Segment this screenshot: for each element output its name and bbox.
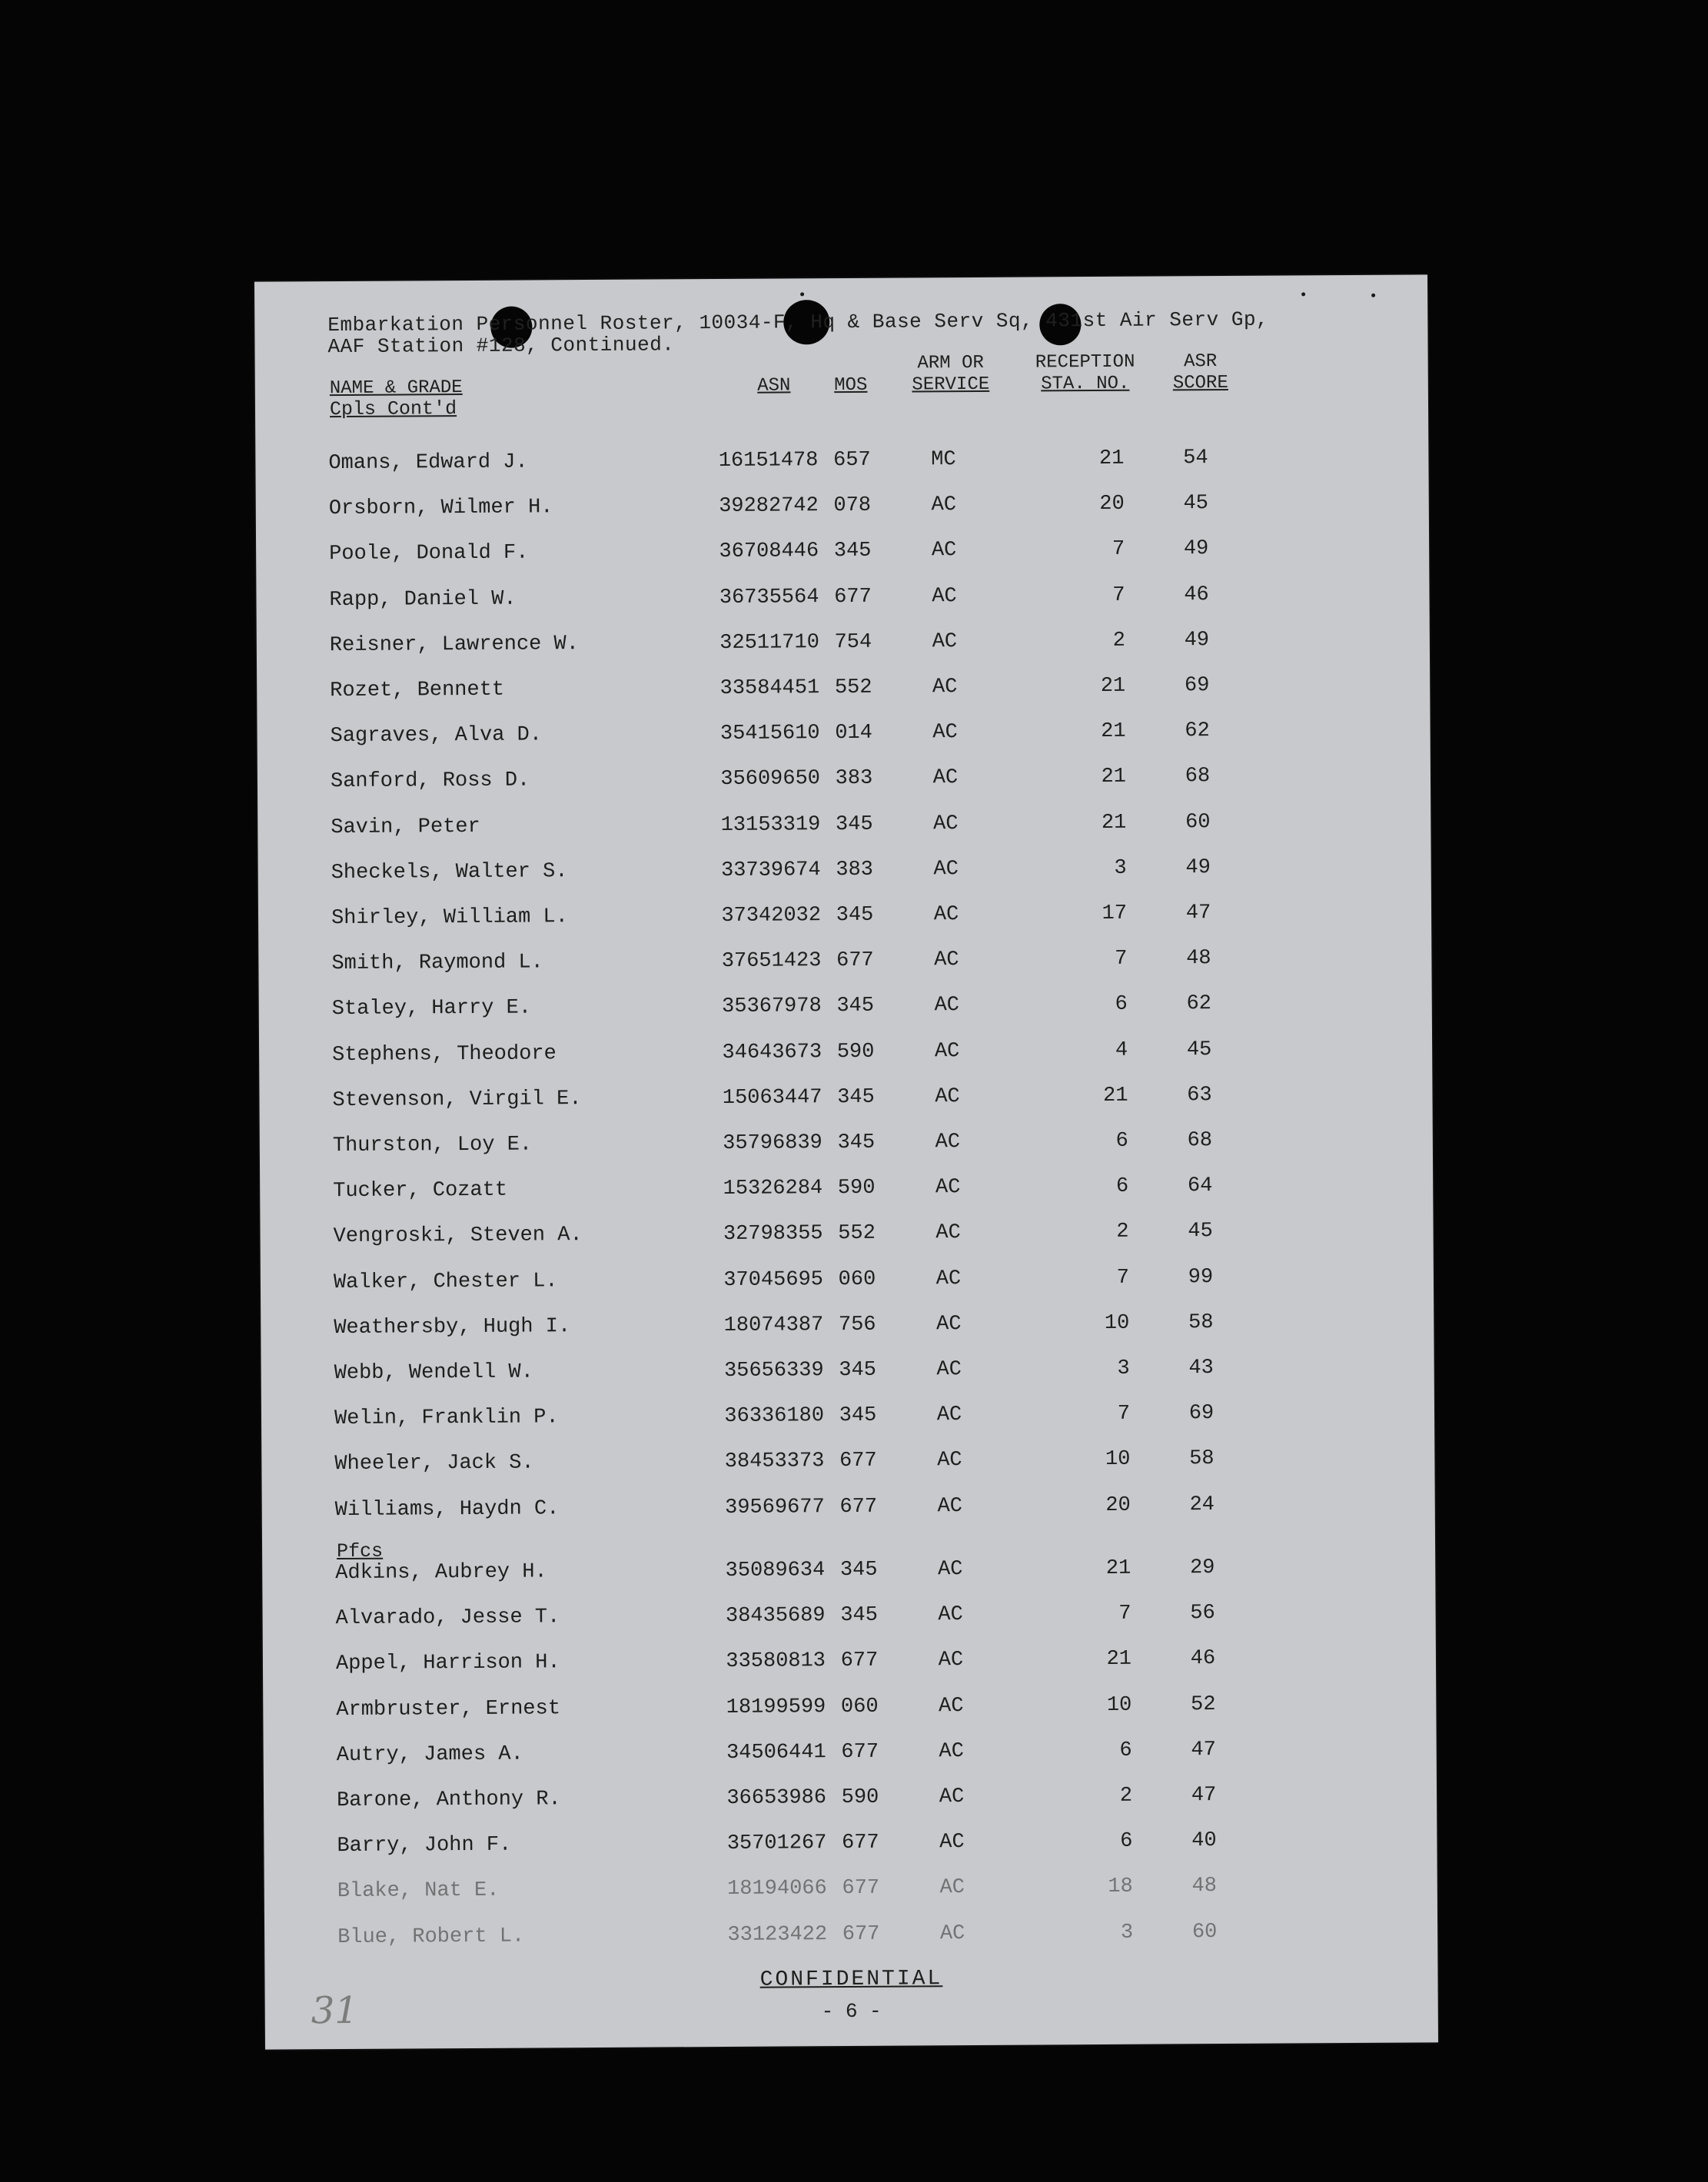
- cell-mos: 345: [840, 1603, 878, 1628]
- table-row: [257, 673, 1430, 710]
- cell-name: Tucker, Cozatt: [333, 1178, 508, 1204]
- roster-page: [254, 274, 1438, 2049]
- col-header-arm-line1: ARM OR: [917, 352, 984, 374]
- cell-asr-score: 43: [1188, 1357, 1214, 1380]
- table-row: [264, 1782, 1437, 1820]
- table-row: [261, 1401, 1434, 1439]
- table-row: [257, 627, 1430, 665]
- cell-asr-score: 48: [1186, 947, 1211, 971]
- cell-mos: 078: [833, 493, 872, 518]
- cell-arm-service: AC: [937, 1558, 963, 1582]
- cell-asr-score: 99: [1188, 1265, 1214, 1289]
- cell-mos: 014: [835, 721, 872, 746]
- header-line-1: Embarkation Personnel Roster, 10034-F, Hq & Base Serv Sq, 431st Air Serv Gp,: [327, 307, 1269, 337]
- cell-name: Walker, Chester L.: [333, 1269, 558, 1294]
- cell-asr-score: 47: [1185, 902, 1211, 925]
- cell-mos: 754: [834, 630, 872, 654]
- cell-name: Vengroski, Steven A.: [333, 1224, 583, 1249]
- cell-mos: 677: [842, 1831, 879, 1855]
- cell-reception-station: 18: [1108, 1875, 1133, 1899]
- cell-name: Appel, Harrison H.: [335, 1651, 560, 1676]
- cell-asn: 33584451: [719, 676, 820, 700]
- cell-arm-service: AC: [939, 1831, 965, 1855]
- cell-name: Sagraves, Alva D.: [330, 723, 543, 749]
- cell-asr-score: 62: [1186, 992, 1212, 1016]
- cell-arm-service: AC: [931, 539, 957, 563]
- cell-asr-score: 54: [1183, 447, 1208, 470]
- cell-arm-service: AC: [932, 629, 958, 654]
- cell-asr-score: 68: [1185, 765, 1211, 789]
- table-row: [264, 1874, 1437, 1911]
- cell-asr-score: 60: [1185, 810, 1211, 834]
- col-header-reception: [1024, 352, 1147, 396]
- cell-reception-station: 6: [1115, 1129, 1128, 1153]
- cell-asr-score: 46: [1184, 583, 1209, 606]
- table-row: [261, 1355, 1434, 1393]
- cell-mos: 345: [836, 995, 875, 1018]
- table-row: [263, 1601, 1436, 1639]
- cell-mos: 677: [839, 1450, 877, 1473]
- header-line-2: AAF Station #128, Continued.: [327, 333, 675, 359]
- pencil-note: 31: [311, 1988, 358, 2033]
- table-row: [261, 1446, 1434, 1484]
- col-header-arm-line2: SERVICE: [912, 374, 990, 396]
- table-row: [260, 1219, 1433, 1257]
- cell-asr-score: 49: [1183, 537, 1209, 561]
- cell-asn: 36653986: [726, 1786, 827, 1810]
- cell-asn: 15063447: [722, 1085, 822, 1110]
- cell-arm-service: AC: [938, 1603, 963, 1627]
- cell-name: Blue, Robert L.: [337, 1925, 525, 1949]
- cell-asr-score: 48: [1191, 1875, 1218, 1898]
- cell-mos: 677: [842, 1877, 880, 1901]
- cell-arm-service: AC: [937, 1494, 963, 1518]
- cell-mos: 677: [842, 1922, 880, 1946]
- cell-reception-station: 21: [1101, 811, 1127, 835]
- cell-asr-score: 49: [1184, 628, 1210, 653]
- cell-name: Staley, Harry E.: [331, 996, 532, 1021]
- table-row: [264, 1737, 1437, 1775]
- cell-mos: 345: [839, 1558, 878, 1583]
- cell-reception-station: 3: [1114, 856, 1127, 880]
- table-row: [256, 536, 1429, 574]
- col-header-name: NAME & GRADE: [329, 377, 463, 400]
- cell-reception-station: 10: [1106, 1693, 1132, 1717]
- cell-arm-service: AC: [939, 1921, 965, 1945]
- cell-arm-service: AC: [935, 1312, 962, 1337]
- cell-asn: 35656339: [723, 1359, 824, 1383]
- col-header-asr-line1: ASR: [1183, 351, 1218, 373]
- cell-reception-station: 6: [1115, 1174, 1129, 1199]
- cell-reception-station: 6: [1115, 993, 1128, 1017]
- cell-asr-score: 45: [1183, 492, 1209, 516]
- cell-name: Reisner, Lawrence W.: [329, 632, 580, 657]
- cell-asr-score: 47: [1191, 1738, 1216, 1762]
- cell-name: Stevenson, Virgil E.: [332, 1087, 582, 1112]
- table-row: [259, 1037, 1432, 1074]
- cell-mos: 657: [833, 448, 871, 473]
- cell-mos: 060: [838, 1267, 876, 1291]
- cell-arm-service: AC: [935, 1267, 962, 1290]
- table-row: [260, 1128, 1433, 1165]
- cell-asn: 15326284: [723, 1177, 823, 1201]
- cell-name: Orsborn, Wilmer H.: [328, 496, 553, 521]
- speck: [800, 292, 804, 296]
- cell-asn: 37651423: [721, 949, 822, 974]
- section-cpls: Cpls Cont'd: [329, 397, 457, 421]
- cell-asr-score: 47: [1191, 1784, 1217, 1808]
- cell-arm-service: AC: [932, 676, 958, 699]
- cell-asr-score: 52: [1191, 1692, 1216, 1716]
- table-row: [258, 764, 1431, 802]
- cell-reception-station: 4: [1115, 1038, 1128, 1062]
- cell-reception-station: 17: [1102, 902, 1128, 925]
- cell-asr-score: 45: [1188, 1220, 1213, 1244]
- cell-mos: 345: [839, 1358, 877, 1383]
- table-row: [256, 491, 1429, 529]
- cell-arm-service: AC: [939, 1694, 964, 1718]
- cell-asn: 34643673: [722, 1040, 822, 1064]
- cell-reception-station: 21: [1102, 1084, 1128, 1108]
- table-row: [256, 582, 1429, 619]
- cell-name: Thurston, Loy E.: [332, 1133, 533, 1158]
- table-row: [258, 719, 1431, 756]
- cell-asn: 35089634: [725, 1559, 826, 1583]
- cell-mos: 345: [837, 1085, 875, 1109]
- section-pfcs: Pfcs: [336, 1539, 384, 1563]
- table-row: [262, 1492, 1435, 1529]
- table-row: [261, 1310, 1434, 1347]
- cell-reception-station: 3: [1117, 1357, 1130, 1380]
- cell-mos: 677: [836, 948, 874, 973]
- cell-mos: 345: [835, 812, 873, 836]
- cell-asr-score: 69: [1188, 1402, 1215, 1426]
- cell-mos: 590: [836, 1040, 875, 1064]
- cell-asn: 33739674: [720, 858, 821, 882]
- cell-mos: 383: [835, 767, 873, 791]
- cell-arm-service: AC: [932, 766, 959, 790]
- cell-name: Poole, Donald F.: [329, 541, 529, 566]
- col-header-mos: MOS: [834, 374, 868, 397]
- cell-arm-service: AC: [933, 857, 959, 882]
- cell-arm-service: AC: [938, 1649, 964, 1672]
- cell-asr-score: 63: [1187, 1083, 1212, 1108]
- cell-arm-service: AC: [935, 1221, 961, 1245]
- cell-asn: 39282742: [719, 494, 819, 519]
- cell-asr-score: 58: [1188, 1310, 1214, 1335]
- cell-mos: 345: [833, 540, 872, 563]
- cell-name: Smith, Raymond L.: [331, 951, 543, 976]
- table-row: [263, 1646, 1436, 1684]
- cell-name: Rapp, Daniel W.: [329, 587, 517, 612]
- cell-asn: 13153319: [720, 812, 821, 837]
- cell-reception-station: 21: [1106, 1648, 1132, 1672]
- cell-mos: 677: [839, 1495, 878, 1519]
- cell-reception-station: 21: [1100, 674, 1126, 698]
- cell-name: Adkins, Aubrey H.: [335, 1560, 547, 1586]
- cell-name: Rozet, Bennett: [330, 678, 505, 703]
- col-header-asn: ASN: [757, 375, 791, 397]
- cell-asr-score: 46: [1190, 1647, 1216, 1671]
- table-row: [259, 991, 1432, 1029]
- cell-arm-service: AC: [939, 1739, 964, 1764]
- cell-name: Wheeler, Jack S.: [334, 1451, 534, 1476]
- cell-asr-score: 58: [1189, 1447, 1215, 1471]
- cell-asn: 18074387: [723, 1313, 824, 1337]
- cell-mos: 756: [838, 1313, 876, 1337]
- cell-name: Armbruster, Ernest: [336, 1696, 561, 1722]
- cell-asn: 37342032: [721, 904, 822, 928]
- cell-reception-station: 7: [1118, 1602, 1131, 1626]
- cell-name: Welin, Franklin P.: [334, 1406, 559, 1431]
- cell-reception-station: 21: [1101, 719, 1126, 744]
- cell-mos: 345: [837, 1131, 876, 1155]
- cell-asr-score: 69: [1184, 674, 1210, 698]
- cell-arm-service: AC: [933, 812, 959, 835]
- cell-arm-service: AC: [935, 1176, 961, 1200]
- table-row: [259, 1082, 1432, 1120]
- cell-name: Alvarado, Jesse T.: [335, 1606, 560, 1631]
- cell-name: Sheckels, Walter S.: [331, 860, 568, 885]
- cell-name: Weathersby, Hugh I.: [334, 1314, 571, 1340]
- cell-asn: 16151478: [718, 449, 819, 473]
- cell-arm-service: AC: [934, 994, 960, 1018]
- cell-asn: 38435689: [725, 1604, 826, 1629]
- cell-arm-service: AC: [931, 493, 957, 517]
- table-row: [258, 809, 1431, 847]
- cell-reception-station: 7: [1115, 947, 1128, 971]
- cell-name: Barone, Anthony R.: [336, 1788, 561, 1813]
- cell-arm-service: AC: [935, 1131, 961, 1154]
- cell-asr-score: 40: [1191, 1829, 1217, 1853]
- footer-confidential: CONFIDENTIAL: [759, 1967, 943, 1992]
- cell-reception-station: 10: [1105, 1448, 1131, 1472]
- cell-asr-score: 64: [1187, 1174, 1213, 1198]
- table-row: [261, 1264, 1434, 1302]
- table-row: [260, 1174, 1433, 1211]
- table-row: [258, 900, 1431, 938]
- cell-asn: 18199599: [726, 1695, 826, 1719]
- cell-reception-station: 21: [1098, 447, 1125, 470]
- cell-arm-service: AC: [937, 1449, 962, 1473]
- cell-reception-station: 7: [1112, 538, 1125, 562]
- cell-arm-service: AC: [932, 584, 957, 608]
- cell-mos: 383: [836, 858, 874, 882]
- cell-reception-station: 20: [1105, 1493, 1131, 1517]
- cell-asn: 18194066: [727, 1877, 827, 1901]
- cell-arm-service: AC: [936, 1358, 962, 1382]
- cell-reception-station: 2: [1116, 1221, 1129, 1244]
- cell-reception-station: 10: [1104, 1311, 1130, 1335]
- table-row: [263, 1692, 1436, 1729]
- cell-asr-score: 29: [1189, 1556, 1215, 1580]
- col-header-arm: [901, 353, 1001, 397]
- cell-arm-service: AC: [935, 1084, 960, 1109]
- col-header-asr: [1162, 351, 1239, 395]
- cell-name: Autry, James A.: [336, 1742, 523, 1767]
- cell-asr-score: 56: [1190, 1602, 1215, 1626]
- cell-asr-score: 68: [1187, 1129, 1213, 1153]
- cell-mos: 552: [834, 676, 872, 700]
- cell-asn: 37045695: [723, 1267, 824, 1292]
- cell-asr-score: 45: [1186, 1038, 1212, 1061]
- table-row: [255, 445, 1428, 483]
- cell-name: Savin, Peter: [331, 815, 480, 839]
- cell-reception-station: 6: [1120, 1829, 1133, 1854]
- cell-arm-service: AC: [933, 903, 959, 927]
- cell-mos: 677: [834, 585, 872, 609]
- cell-asr-score: 49: [1185, 855, 1211, 880]
- col-header-asr-line2: SCORE: [1172, 372, 1228, 394]
- cell-asr-score: 62: [1185, 719, 1210, 743]
- cell-arm-service: AC: [939, 1785, 965, 1809]
- cell-arm-service: AC: [936, 1403, 962, 1427]
- cell-reception-station: 21: [1105, 1556, 1131, 1580]
- table-row: [258, 946, 1431, 984]
- cell-asr-score: 60: [1191, 1920, 1218, 1944]
- cell-reception-station: 21: [1101, 766, 1127, 789]
- cell-mos: 345: [839, 1403, 877, 1428]
- cell-name: Shirley, William L.: [331, 905, 568, 931]
- cell-reception-station: 7: [1112, 583, 1125, 607]
- cell-reception-station: 3: [1120, 1921, 1134, 1945]
- cell-asn: 36708446: [719, 540, 819, 564]
- cell-reception-station: 7: [1116, 1266, 1130, 1290]
- cell-asn: 32511710: [719, 630, 819, 655]
- cell-asn: 38453373: [724, 1450, 825, 1474]
- cell-asr-score: 24: [1189, 1493, 1215, 1516]
- speck: [1301, 292, 1305, 296]
- cell-reception-station: 6: [1119, 1739, 1132, 1762]
- cell-asn: 39569677: [725, 1495, 825, 1519]
- cell-mos: 552: [838, 1222, 876, 1246]
- cell-arm-service: AC: [932, 721, 958, 745]
- cell-name: Omans, Edward J.: [328, 450, 528, 476]
- cell-mos: 345: [836, 903, 874, 928]
- cell-arm-service: AC: [934, 1039, 960, 1063]
- table-row: [264, 1919, 1437, 1957]
- col-header-rec-line1: RECEPTION: [1035, 351, 1135, 374]
- cell-asn: 35415610: [719, 722, 820, 746]
- cell-arm-service: MC: [931, 448, 956, 472]
- cell-mos: 677: [840, 1649, 879, 1673]
- cell-reception-station: 2: [1112, 629, 1125, 653]
- table-row: [262, 1555, 1435, 1592]
- cell-arm-service: AC: [939, 1876, 965, 1900]
- cell-asn: 36735564: [719, 585, 819, 609]
- cell-name: Barry, John F.: [337, 1833, 512, 1858]
- cell-asn: 36336180: [724, 1404, 825, 1429]
- cell-reception-station: 2: [1119, 1784, 1133, 1808]
- cell-asn: 32798355: [723, 1222, 823, 1247]
- cell-asn: 35609650: [720, 767, 821, 792]
- table-row: [258, 855, 1431, 892]
- cell-mos: 060: [840, 1695, 879, 1719]
- cell-name: Williams, Haydn C.: [334, 1496, 560, 1522]
- cell-mos: 677: [841, 1740, 879, 1764]
- cell-name: Sanford, Ross D.: [330, 769, 530, 794]
- cell-name: Stephens, Theodore: [332, 1041, 557, 1067]
- cell-name: Blake, Nat E.: [337, 1879, 500, 1904]
- cell-asn: 33123422: [727, 1922, 828, 1947]
- cell-asn: 35701267: [726, 1832, 827, 1856]
- cell-asn: 33580813: [726, 1649, 826, 1674]
- cell-mos: 590: [837, 1176, 876, 1201]
- footer-page-number: - 6 -: [821, 1999, 882, 2024]
- cell-name: Webb, Wendell W.: [334, 1360, 534, 1386]
- speck: [1371, 294, 1375, 297]
- cell-reception-station: 20: [1099, 492, 1125, 516]
- cell-asn: 35367978: [722, 995, 822, 1019]
- cell-asn: 34506441: [726, 1740, 826, 1765]
- table-row: [264, 1828, 1437, 1866]
- cell-mos: 590: [841, 1785, 879, 1810]
- cell-arm-service: AC: [934, 948, 959, 972]
- cell-reception-station: 7: [1117, 1402, 1131, 1426]
- col-header-rec-line2: STA. NO.: [1041, 373, 1130, 395]
- cell-asn: 35796839: [723, 1131, 822, 1155]
